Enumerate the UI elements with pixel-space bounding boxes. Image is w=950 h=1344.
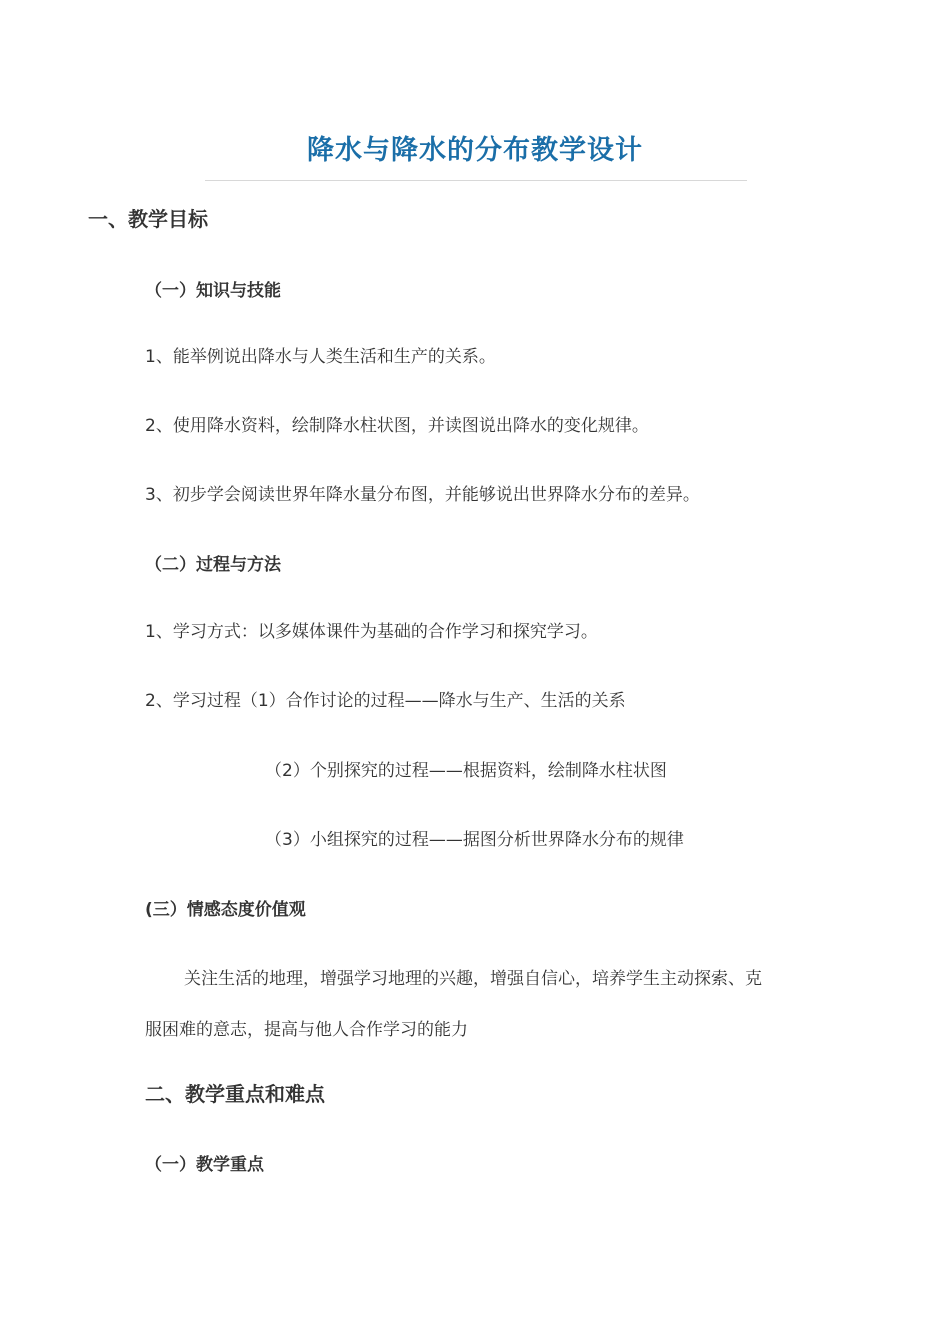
process-item-2: 2、学习过程（1）合作讨论的过程——降水与生产、生活的关系 <box>145 691 626 711</box>
subheading-knowledge-skills: （一）知识与技能 <box>145 281 281 301</box>
process-item-2-sub-3: （3）小组探究的过程——据图分析世界降水分布的规律 <box>265 830 684 850</box>
document-title: 降水与降水的分布教学设计 <box>307 135 643 166</box>
knowledge-item-1: 1、能举例说出降水与人类生活和生产的关系。 <box>145 347 496 367</box>
subheading-process-method: （二）过程与方法 <box>145 555 281 575</box>
knowledge-item-3: 3、初步学会阅读世界年降水量分布图，并能够说出世界降水分布的差异。 <box>145 485 700 505</box>
knowledge-item-2: 2、使用降水资料，绘制降水柱状图，并读图说出降水的变化规律。 <box>145 416 649 436</box>
attitude-paragraph-line-2: 服困难的意志，提高与他人合作学习的能力 <box>145 1020 468 1040</box>
title-divider <box>205 180 747 181</box>
section-heading-key-points: 二、教学重点和难点 <box>145 1082 325 1106</box>
process-item-1: 1、学习方式：以多媒体课件为基础的合作学习和探究学习。 <box>145 622 598 642</box>
section-heading-objectives: 一、教学目标 <box>88 207 208 231</box>
subheading-teaching-focus: （一）教学重点 <box>145 1155 264 1175</box>
process-item-2-sub-2: （2）个别探究的过程——根据资料，绘制降水柱状图 <box>265 761 667 781</box>
attitude-paragraph-line-1: 关注生活的地理，增强学习地理的兴趣，增强自信心，培养学生主动探索、克 <box>184 969 762 989</box>
subheading-attitude-values: (三）情感态度价值观 <box>145 900 306 920</box>
